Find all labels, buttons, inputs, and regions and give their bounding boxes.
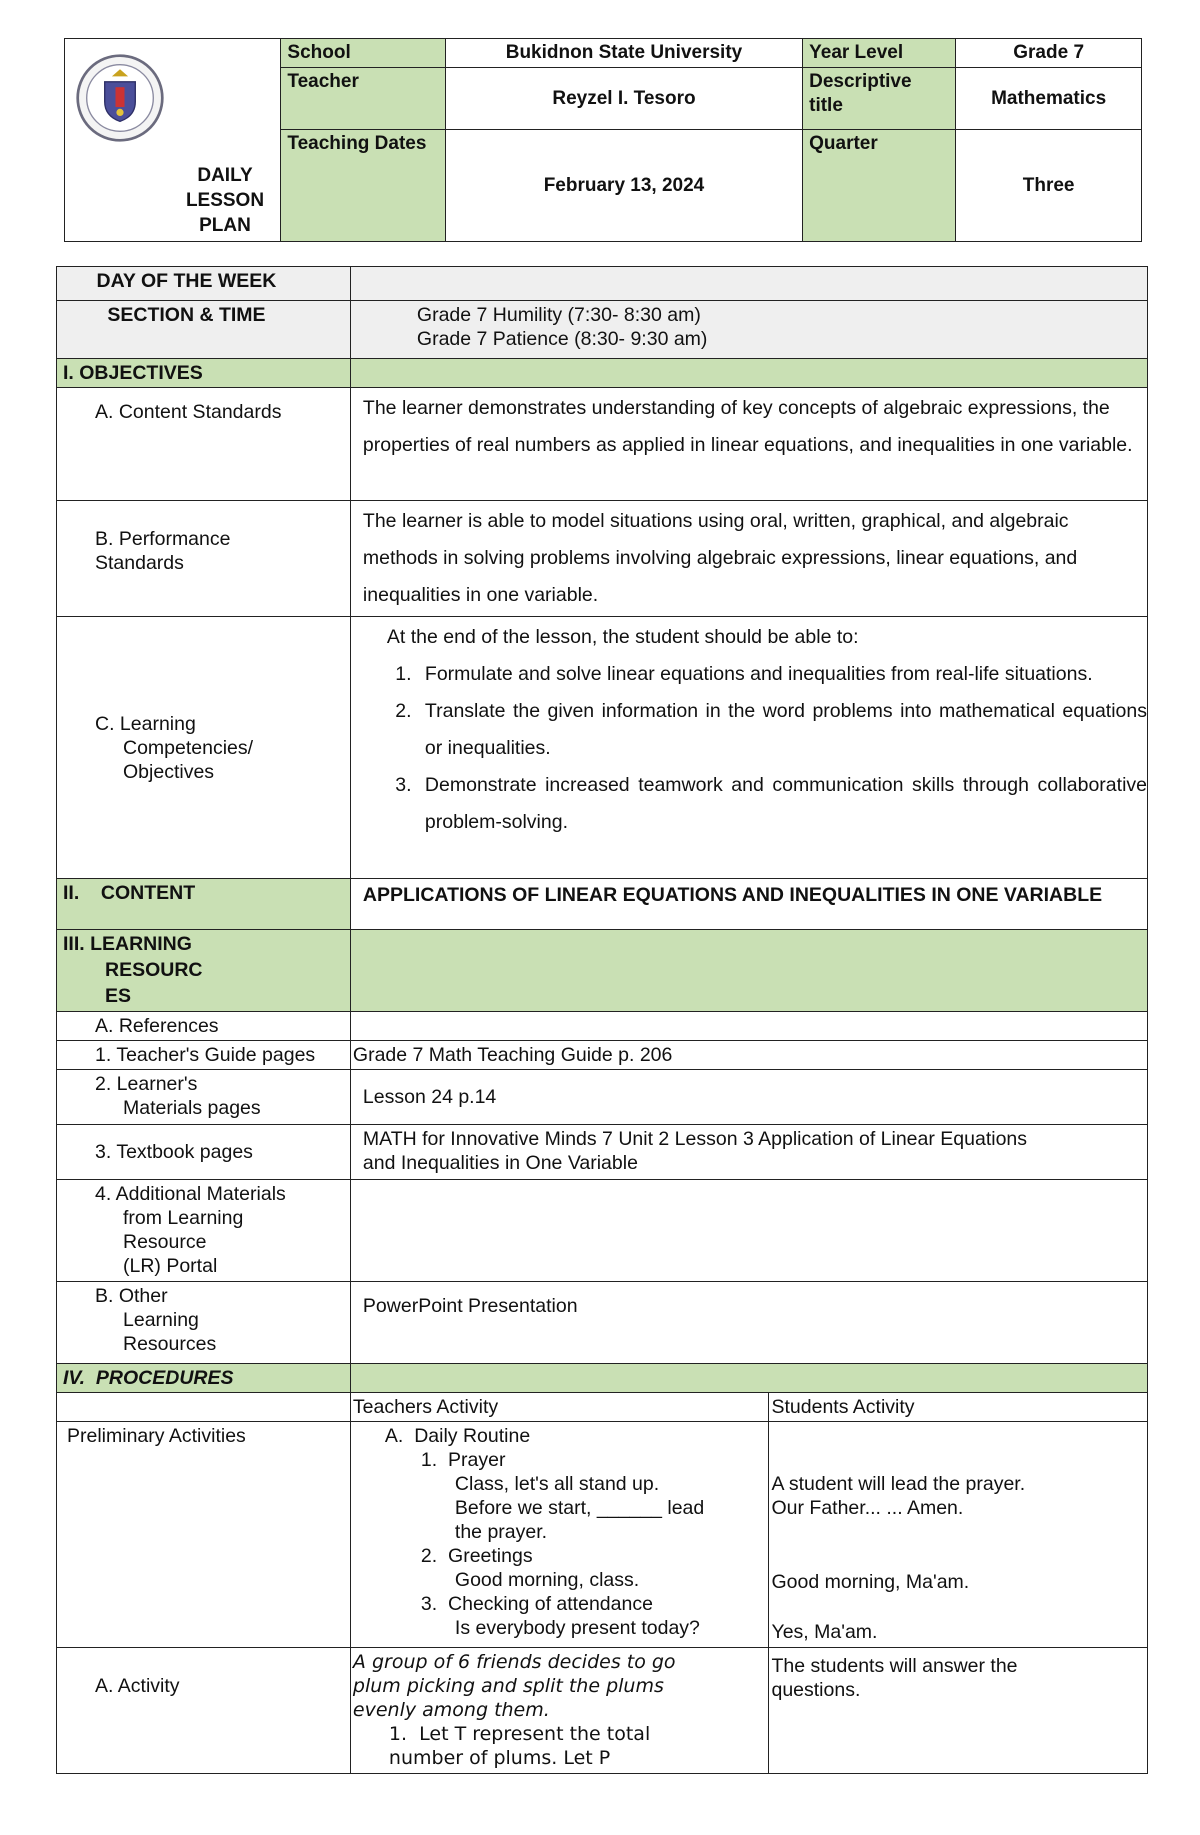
- year-level-label: Year Level: [803, 39, 956, 68]
- learners-materials-label: 2. Learner's Materials pages: [57, 1070, 351, 1125]
- competencies-cell: [350, 617, 1147, 879]
- quarter-value: Three: [956, 130, 1142, 242]
- daily-routine: Daily Routine: [414, 1425, 531, 1447]
- learners-materials-value: Lesson 24 p.14: [350, 1070, 1147, 1125]
- lesson-plan-table: [56, 266, 1148, 1774]
- competencies-list: [387, 656, 1147, 841]
- section-time-value: [350, 301, 1147, 359]
- deped-seal-icon: [75, 53, 165, 143]
- procedures-heading: IV. PROCEDURES: [57, 1364, 351, 1393]
- header-table: [64, 38, 1142, 242]
- year-level-value: Grade 7: [956, 39, 1142, 68]
- student-activity-cell: The students will answer the questions.: [769, 1648, 1148, 1774]
- teachers-guide-label: 1. Teacher's Guide pages: [57, 1041, 351, 1070]
- textbook-label: 3. Textbook pages: [57, 1125, 351, 1180]
- other-resources-value: PowerPoint Presentation: [350, 1282, 1147, 1364]
- day-of-week-label: DAY OF THE WEEK: [57, 267, 351, 301]
- performance-standards-label: B. Performance Standards: [57, 501, 351, 617]
- section-time-label: SECTION & TIME: [57, 301, 351, 359]
- descriptive-title-label: Descriptive title: [803, 68, 956, 130]
- students-activity-header: Students Activity: [769, 1393, 1148, 1422]
- section-row: [57, 301, 1148, 359]
- content-text: APPLICATIONS OF LINEAR EQUATIONS AND INEQUALITIES IN ONE VARIABLE: [350, 879, 1147, 930]
- content-standards-label: A. Content Standards: [57, 388, 351, 501]
- section-2: Grade 7 Patience (8:30- 9:30 am): [416, 328, 708, 350]
- teacher-activity-cell: A group of 6 friends decides to go plum picking and split the plums evenly among them. 1. Let T represent the total number of plums. Let P: [350, 1648, 769, 1774]
- activity-label: A. Activity: [57, 1648, 351, 1774]
- day-of-week-value: [350, 267, 1147, 301]
- additional-materials-value: [350, 1180, 1147, 1282]
- objectives-row: [57, 359, 1148, 388]
- school-label: School: [281, 39, 445, 68]
- competency-item: 3. Demonstrate increased teamwork and communication skills through collaborative problem-solving.: [417, 767, 1147, 841]
- teaching-dates-label: Teaching Dates: [281, 130, 445, 242]
- day-row: [57, 267, 1148, 301]
- teaching-dates-value: February 13, 2024: [445, 130, 802, 242]
- teacher-label: Teacher: [281, 68, 445, 130]
- competency-item: 1. Formulate and solve linear equations and inequalities from real-life situations.: [417, 656, 1147, 693]
- competencies-label: C. Learning Competencies/ Objectives: [57, 617, 351, 879]
- section-1: Grade 7 Humility (7:30- 8:30 am): [416, 304, 701, 326]
- other-resources-label: B. Other Learning Resources: [57, 1282, 351, 1364]
- descriptive-title-value: Mathematics: [956, 68, 1142, 130]
- teachers-activity-header: Teachers Activity: [350, 1393, 769, 1422]
- competencies-intro: At the end of the lesson, the student should be able to:: [386, 626, 859, 648]
- quarter-label: Quarter: [803, 130, 956, 242]
- objectives-heading: I. OBJECTIVES: [57, 359, 351, 388]
- performance-standards-text: The learner is able to model situations using oral, written, graphical, and algebraic methods in solving problems involving algebraic expressions, linear equations, and inequalities in one variable.: [350, 501, 1147, 617]
- competency-item: 2. Translate the given information in the word problems into mathematical equations or inequalities.: [417, 693, 1147, 767]
- content-heading: II. CONTENT: [57, 879, 351, 930]
- textbook-value: MATH for Innovative Minds 7 Unit 2 Lesson 3 Application of Linear Equations and Inequalities in One Variable: [350, 1125, 1147, 1180]
- doc-label: DAILY LESSON PLAN: [185, 165, 265, 236]
- teacher-value: Reyzel I. Tesoro: [445, 68, 802, 130]
- seal-cell: [65, 39, 281, 242]
- preliminary-label: Preliminary Activities: [57, 1422, 351, 1648]
- content-standards-text: The learner demonstrates understanding of key concepts of algebraic expressions, the properties of real numbers as applied in linear equations, and inequalities in one variable.: [350, 388, 1147, 501]
- school-value: Bukidnon State University: [445, 39, 802, 68]
- additional-materials-label: 4. Additional Materials from Learning Resource (LR) Portal: [57, 1180, 351, 1282]
- references-label: A. References: [57, 1012, 351, 1041]
- resources-heading: III. LEARNING RESOURC ES: [57, 930, 351, 1012]
- teacher-preliminary-cell: A. Daily Routine 1. Prayer Class, let's all stand up. Before we start, ______ lead the prayer. 2. Greetings Good morning, class. 3. Checking of attendance Is everybody present today?: [350, 1422, 769, 1648]
- activity-intro: A group of 6 friends decides to go plum picking and split the plums evenly among them.: [352, 1651, 676, 1721]
- student-preliminary-cell: A student will lead the prayer. Our Father... ... Amen. Good morning, Ma'am. Yes, Ma'am.: [769, 1422, 1148, 1648]
- teachers-guide-value: Grade 7 Math Teaching Guide p. 206: [350, 1041, 1147, 1070]
